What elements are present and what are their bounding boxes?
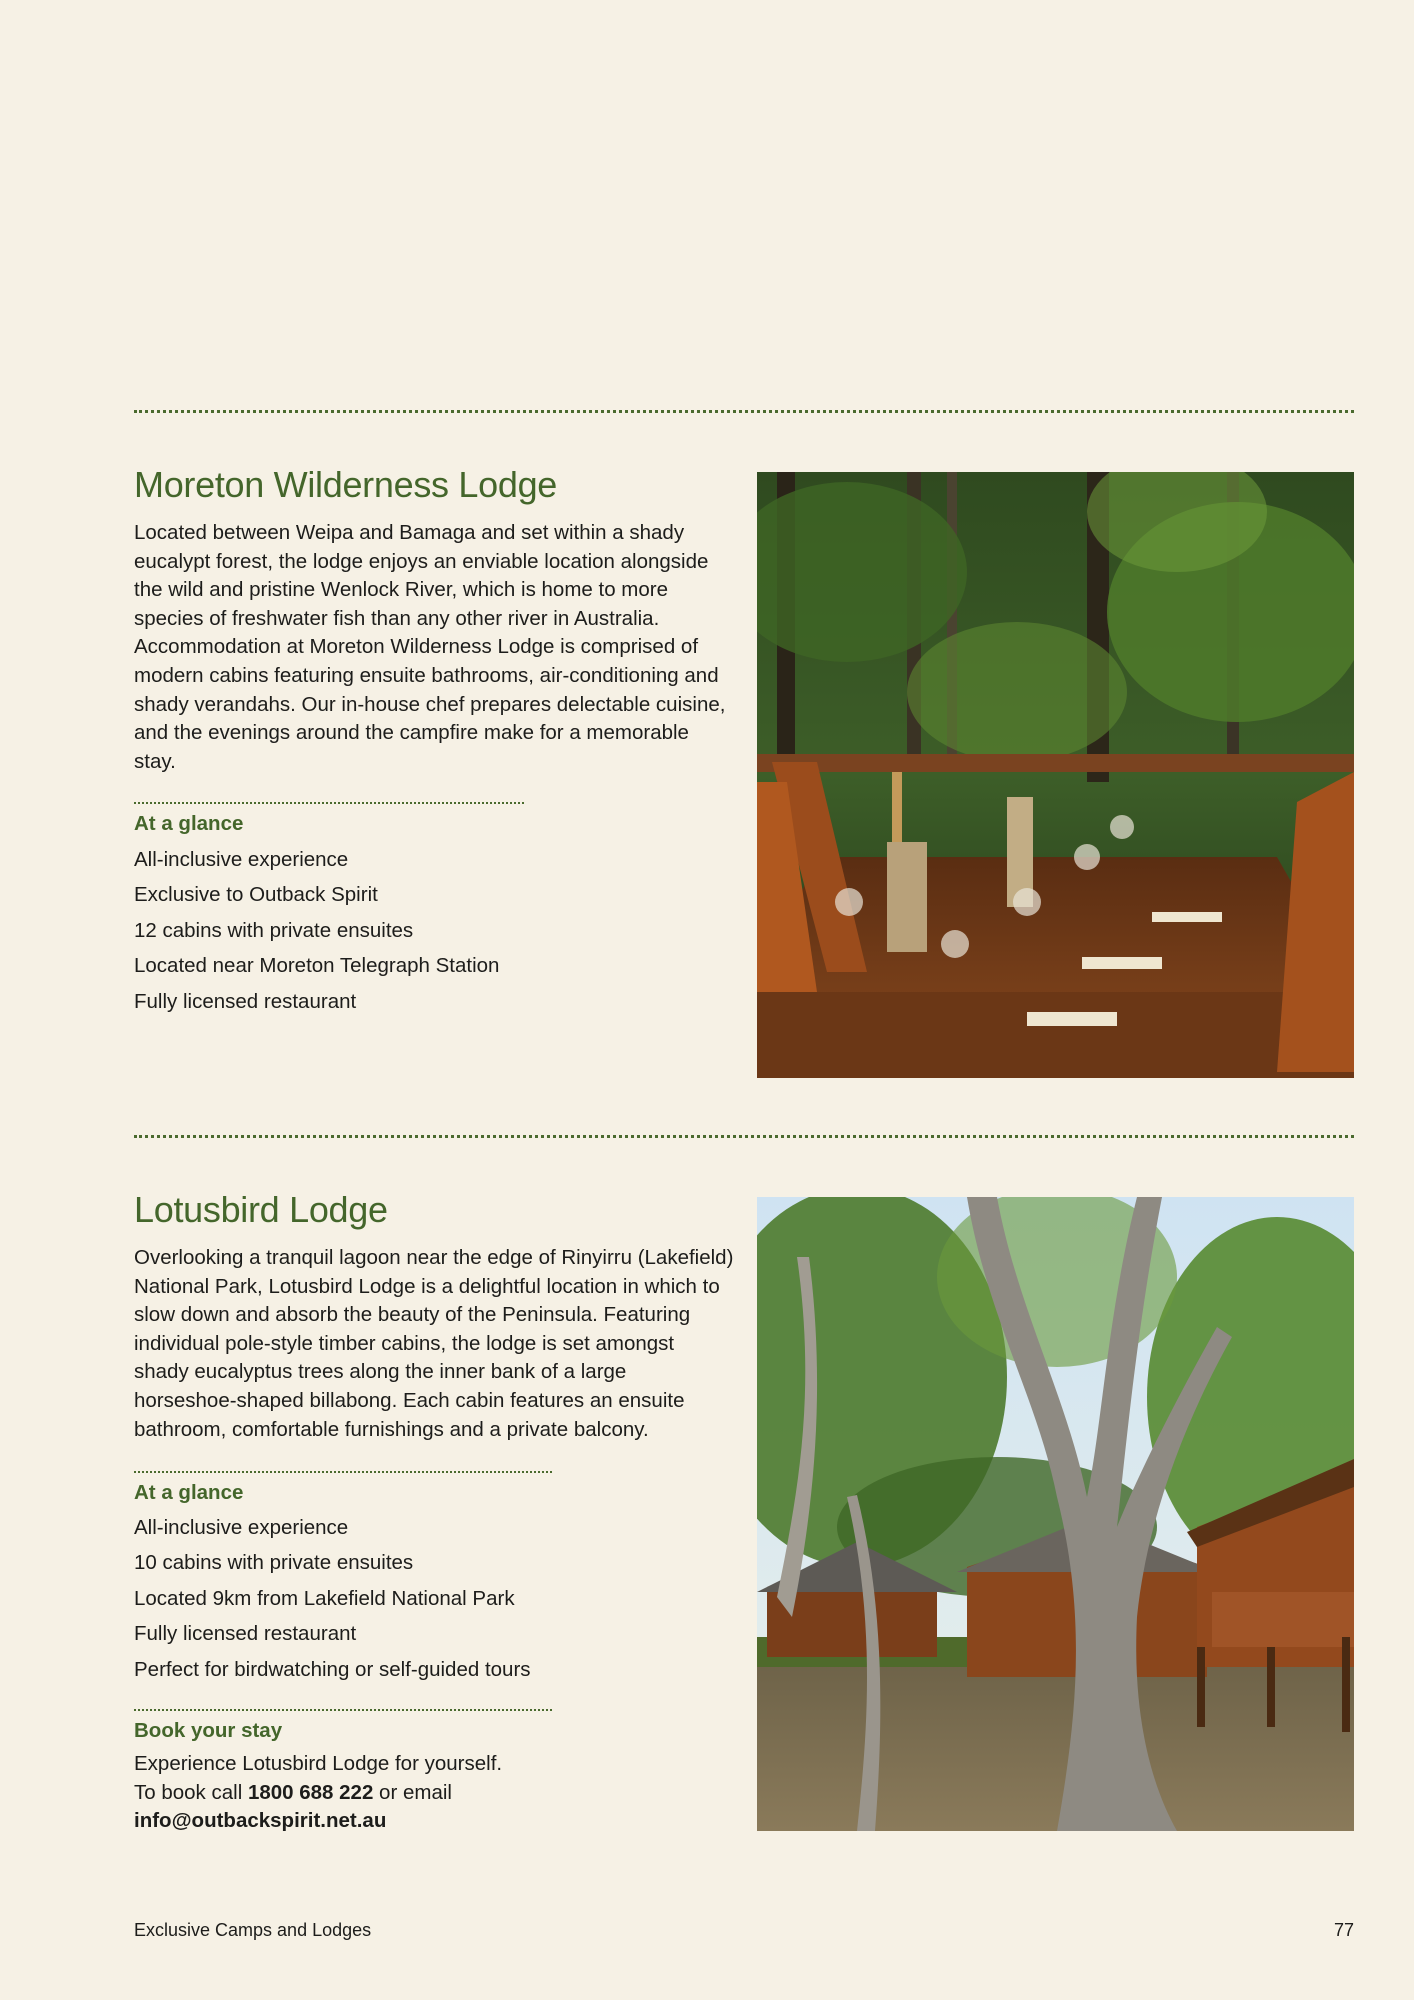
book-info	[134, 1750, 734, 1836]
section-divider	[134, 1135, 1354, 1138]
footer-section-name: Exclusive Camps and Lodges	[134, 1920, 372, 1940]
dining-table-photo	[757, 472, 1354, 1078]
list-item: Located near Moreton Telegraph Station	[134, 954, 500, 978]
list-item: 10 cabins with private ensuites	[134, 1551, 414, 1575]
lodge-title: Moreton Wilderness Lodge	[134, 464, 558, 505]
book-line: Experience Lotusbird Lodge for yourself.	[134, 1752, 503, 1775]
section-divider	[134, 410, 1354, 413]
phone-number[interactable]: 1800 688 222	[247, 1780, 374, 1804]
lodge-description: Located between Weipa and Bamaga and set within a shady eucalypt forest, the lodge enjoys an enviable location alongside the wild and pristine Wenlock River, which is home to more species of freshwater fish than any other river in Australia. Accommodation at Moreton Wilderness Lodge is comprised of modern cabins featuring ensuite bathrooms, air-conditioning and shady verandahs. Our in-house chef prepares delectable cuisine, and the evenings around the campfire make for a memorable stay.	[134, 521, 726, 773]
cabins-photo	[757, 1197, 1354, 1831]
book-heading: Book your stay	[134, 1719, 283, 1742]
list-item: All-inclusive experience	[134, 1516, 349, 1539]
list-item: All-inclusive experience	[134, 848, 349, 871]
email-link[interactable]: info@outbackspirit.net.au	[134, 1809, 387, 1833]
glance-divider	[134, 1471, 552, 1473]
glance-heading: At a glance	[134, 1481, 244, 1504]
lodge-description: Overlooking a tranquil lagoon near the edge of Rinyirru (Lakefield) National Park, Lotusbird Lodge is a delightful location in which to slow down and absorb the beauty of the Peninsula. Featuring individual pole-style timber cabins, the lodge is set amongst shady eucalyptus trees along the inner bank of a large horseshoe-shaped billabong. Each cabin features an ensuite bathroom, comfortable furnishings and a private balcony.	[134, 1246, 734, 1441]
list-item: Located 9km from Lakefield National Park	[134, 1586, 515, 1610]
glance-list	[134, 842, 499, 1019]
list-item: 12 cabins with private ensuites	[134, 918, 414, 942]
glance-divider	[134, 802, 524, 804]
page-number: 77	[1333, 1920, 1354, 1940]
book-divider	[134, 1709, 552, 1711]
glance-list	[134, 1510, 531, 1687]
book-call-suffix: or email	[373, 1780, 452, 1804]
book-call-prefix: To book call	[134, 1780, 248, 1804]
list-item: Fully licensed restaurant	[134, 1622, 357, 1646]
lodge-title: Lotusbird Lodge	[134, 1189, 388, 1230]
glance-heading: At a glance	[134, 812, 244, 835]
list-item: Exclusive to Outback Spirit	[134, 883, 378, 907]
list-item: Fully licensed restaurant	[134, 989, 357, 1013]
list-item: Perfect for birdwatching or self-guided tours	[134, 1657, 531, 1681]
